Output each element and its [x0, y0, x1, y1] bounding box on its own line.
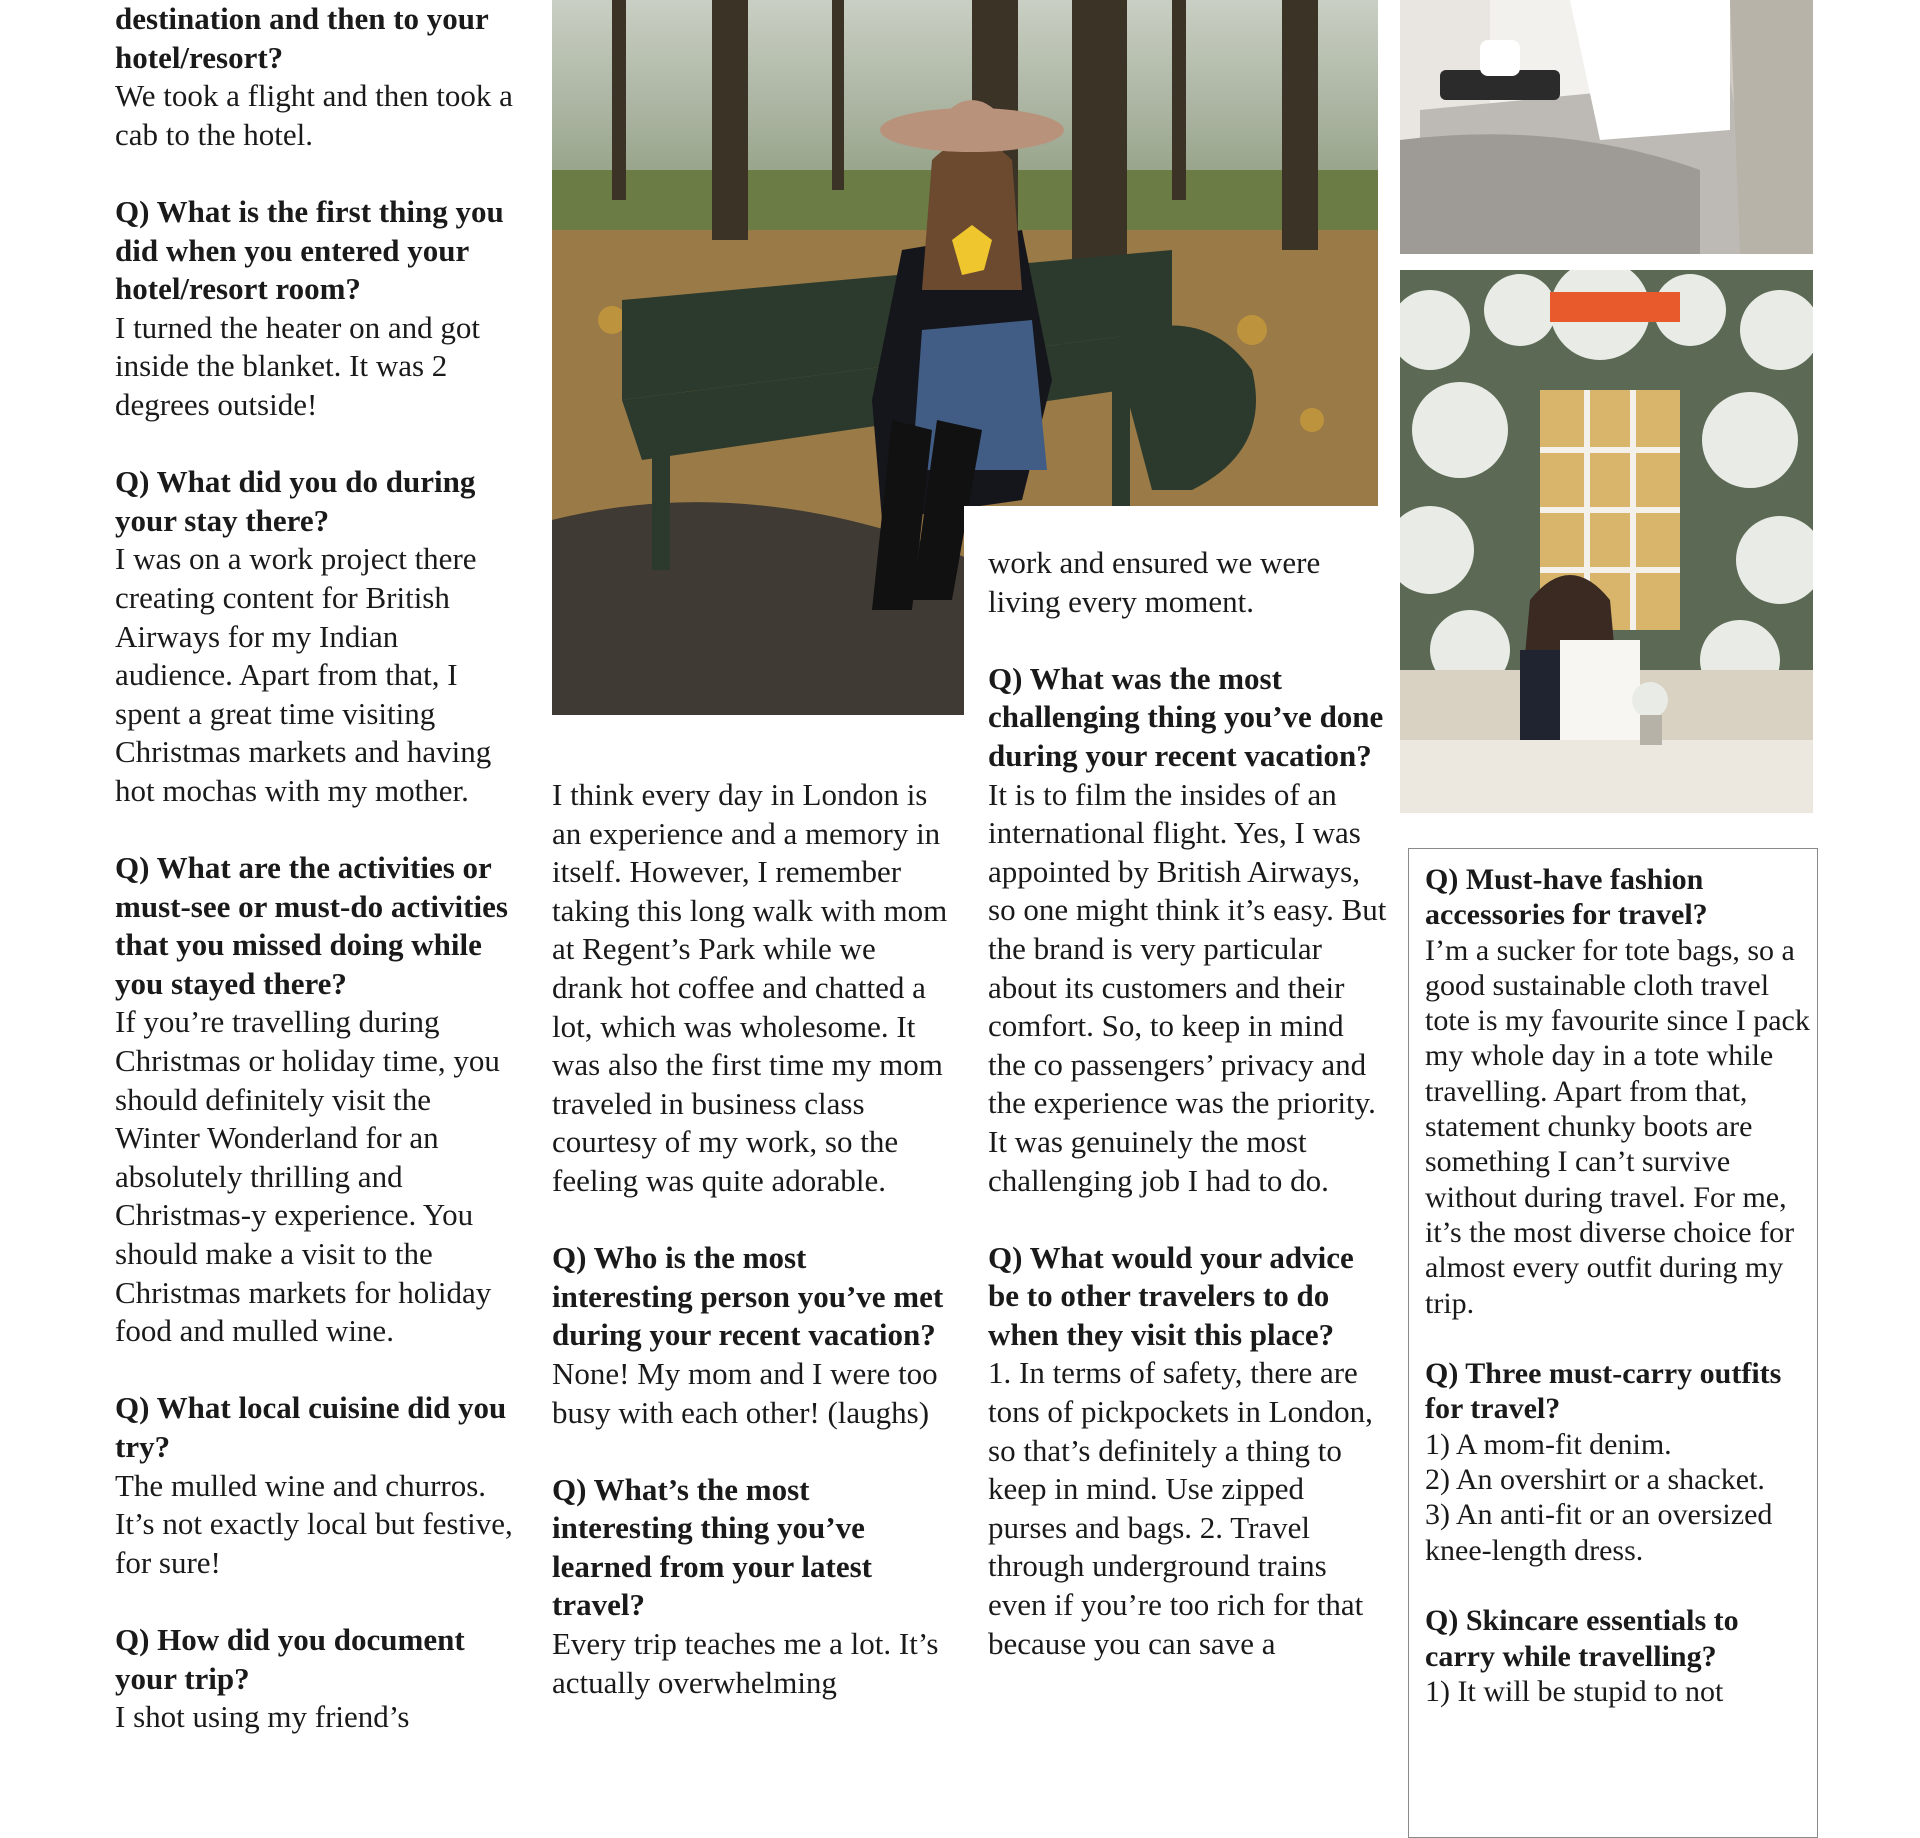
- list-item: 1) A mom-fit denim.: [1425, 1427, 1672, 1461]
- question: Q) Must-have fashion accessories for travel?: [1425, 863, 1708, 932]
- article-column-2: [552, 776, 952, 1702]
- question: Q) What is the first thing you did when you entered your hotel/resort room?: [115, 193, 504, 307]
- question: Q) How did you document your trip?: [115, 1621, 465, 1696]
- answer: None! My mom and I were too busy with each other! (laughs): [552, 1355, 938, 1430]
- answer: I turned the heater on and got inside the blanket. It was 2 degrees outside!: [115, 309, 480, 422]
- question: Q) What are the activities or must-see or must-do activities that you missed doing while you stayed there?: [115, 850, 508, 1001]
- answer: I’m a sucker for tote bags, so a good sustainable cloth travel tote is my favourite since I pack my whole day in a tote while travelling. Apart from that, statement chunky boots are something I can’t survive without during travel. For me, it’s the most diverse choice for almost every outfit during my trip.: [1425, 933, 1810, 1320]
- question: Q) What would your advice be to other travelers to do when they visit this place?: [988, 1239, 1354, 1352]
- answer: I think every day in London is an experience and a memory in itself. However, I remember taking this long walk with mom at Regent’s Park while we drank hot coffee and chatted a lot, which was wholesome. It was also the first time my mom traveled in business class courtesy of my work, so the feeling was quite adorable.: [552, 777, 948, 1198]
- question: destination and then to your hotel/resort?: [115, 1, 489, 75]
- answer: The mulled wine and churros. It’s not exactly local but festive, for sure!: [115, 1467, 513, 1580]
- question: Q) Skincare essentials to carry while travelling?: [1425, 1604, 1739, 1673]
- question: Q) What’s the most interesting thing you’ve learned from your latest travel?: [552, 1471, 872, 1623]
- festive-cafe-photo: [1400, 270, 1813, 813]
- answer: We took a flight and then took a cab to the hotel.: [115, 78, 513, 152]
- article-column-1: [115, 0, 515, 1737]
- answer: If you’re travelling during Christmas or holiday time, you should definitely visit the Winter Wonderland for an absolutely thrilling and Christmas-y experience. You should make a visit to the Christmas markets for holiday food and mulled wine.: [115, 1004, 500, 1349]
- answer: 1) It will be stupid to not: [1425, 1674, 1724, 1708]
- question: Q) Who is the most interesting person you’ve met during your recent vacation?: [552, 1240, 944, 1353]
- answer: I shot using my friend’s: [115, 1699, 410, 1735]
- answer: I was on a work project there creating content for British Airways for my Indian audience. Apart from that, I spent a great time visiting Christmas markets and having hot mochas with my mother.: [115, 541, 492, 808]
- question: Q) What was the most challenging thing you’ve done during your recent vacation?: [988, 660, 1384, 773]
- list-item: 3) An anti-fit or an oversized knee-length dress.: [1425, 1498, 1773, 1567]
- article-column-3: [988, 544, 1388, 1663]
- festive-cafe-photo-icon: [1400, 270, 1813, 813]
- fashion-sidebar: [1425, 862, 1810, 1744]
- answer: 1. In terms of safety, there are tons of pickpockets in London, so that’s definitely a thing to keep in mind. Use zipped purses and bags. 2. Travel through underground trains even if you’re too rich for that because you can save a: [988, 1355, 1373, 1661]
- answer: It is to film the insides of an international flight. Yes, I was appointed by British Airways, so one might think it’s easy. But the brand is very particular about its customers and their comfort. So, to keep in mind the co passengers’ privacy and the experience was the priority. It was genuinely the most challenging job I had to do.: [988, 776, 1387, 1198]
- list-item: 2) An overshirt or a shacket.: [1425, 1463, 1765, 1497]
- answer: work and ensured we were living every moment.: [988, 545, 1321, 619]
- business-class-seat-photo: [1400, 0, 1813, 254]
- answer-list: [1425, 1427, 1810, 1568]
- question: Q) What local cuisine did you try?: [115, 1390, 507, 1464]
- question: Q) Three must-carry outfits for travel?: [1425, 1357, 1782, 1426]
- business-class-seat-photo-icon: [1400, 0, 1813, 254]
- question: Q) What did you do during your stay there?: [115, 464, 476, 538]
- answer: Every trip teaches me a lot. It’s actually overwhelming: [552, 1626, 939, 1700]
